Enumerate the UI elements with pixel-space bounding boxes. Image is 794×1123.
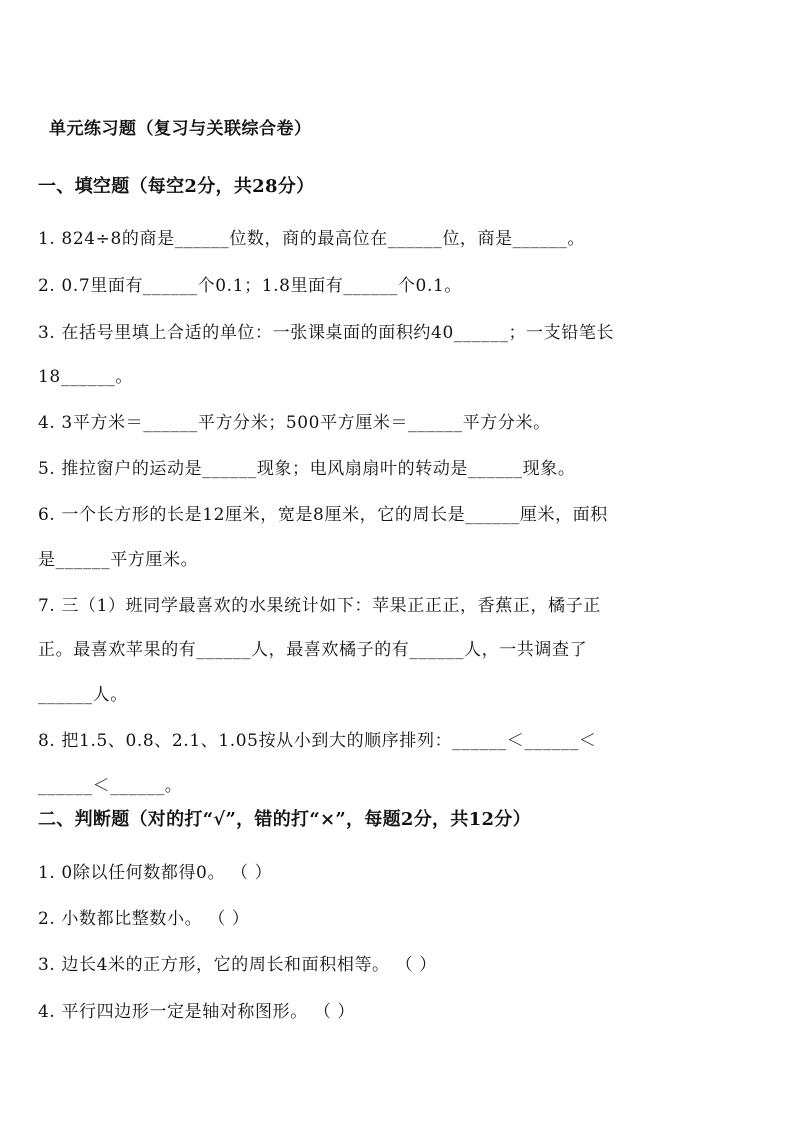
- true-false-question-4: 4. 平行四边形一定是轴对称图形。 （ ）: [38, 1002, 356, 1022]
- fill-blank-question-7: 7. 三（1）班同学最喜欢的水果统计如下：苹果正正正，香蕉正，橘子正: [38, 596, 601, 616]
- fill-blank-question-8: 8. 把1.5、0.8、2.1、1.05按从小到大的顺序排列：______＜______＜: [38, 731, 597, 751]
- fill-blank-question-7-continued: 正。最喜欢苹果的有______人，最喜欢橘子的有______人，一共调查了: [38, 640, 588, 660]
- fill-blank-question-5: 5. 推拉窗户的运动是______现象；电风扇扇叶的转动是______现象。: [38, 459, 576, 479]
- fill-blank-question-7-continued-2: ______人。: [38, 685, 128, 705]
- fill-blank-question-6-continued: 是______平方厘米。: [38, 550, 199, 570]
- true-false-question-2: 2. 小数都比整数小。 （ ）: [38, 909, 250, 929]
- section-fill-blank-heading: 一、填空题（每空2分，共28分）: [38, 176, 315, 197]
- fill-blank-question-3: 3. 在括号里填上合适的单位：一张课桌面的面积约40______；一支铅笔长: [38, 323, 615, 343]
- fill-blank-question-4: 4. 3平方米＝______平方分米；500平方厘米＝______平方分米。: [38, 413, 551, 433]
- fill-blank-question-6: 6. 一个长方形的长是12厘米，宽是8厘米，它的周长是______厘米，面积: [38, 505, 608, 525]
- fill-blank-question-2: 2. 0.7里面有______个0.1；1.8里面有______个0.1。: [38, 276, 462, 296]
- true-false-question-1: 1. 0除以任何数都得0。 （ ）: [38, 863, 273, 883]
- fill-blank-question-1: 1. 824÷8的商是______位数，商的最高位在______位，商是______。: [38, 229, 585, 249]
- worksheet-title: 单元练习题（复习与关联综合卷）: [49, 119, 312, 139]
- true-false-question-3: 3. 边长4米的正方形，它的周长和面积相等。 （ ）: [38, 955, 437, 975]
- fill-blank-question-8-continued: ______＜______。: [38, 776, 183, 796]
- fill-blank-question-3-continued: 18______。: [38, 367, 134, 387]
- section-true-false-heading: 二、判断题（对的打“√”，错的打“×”，每题2分，共12分）: [38, 809, 531, 830]
